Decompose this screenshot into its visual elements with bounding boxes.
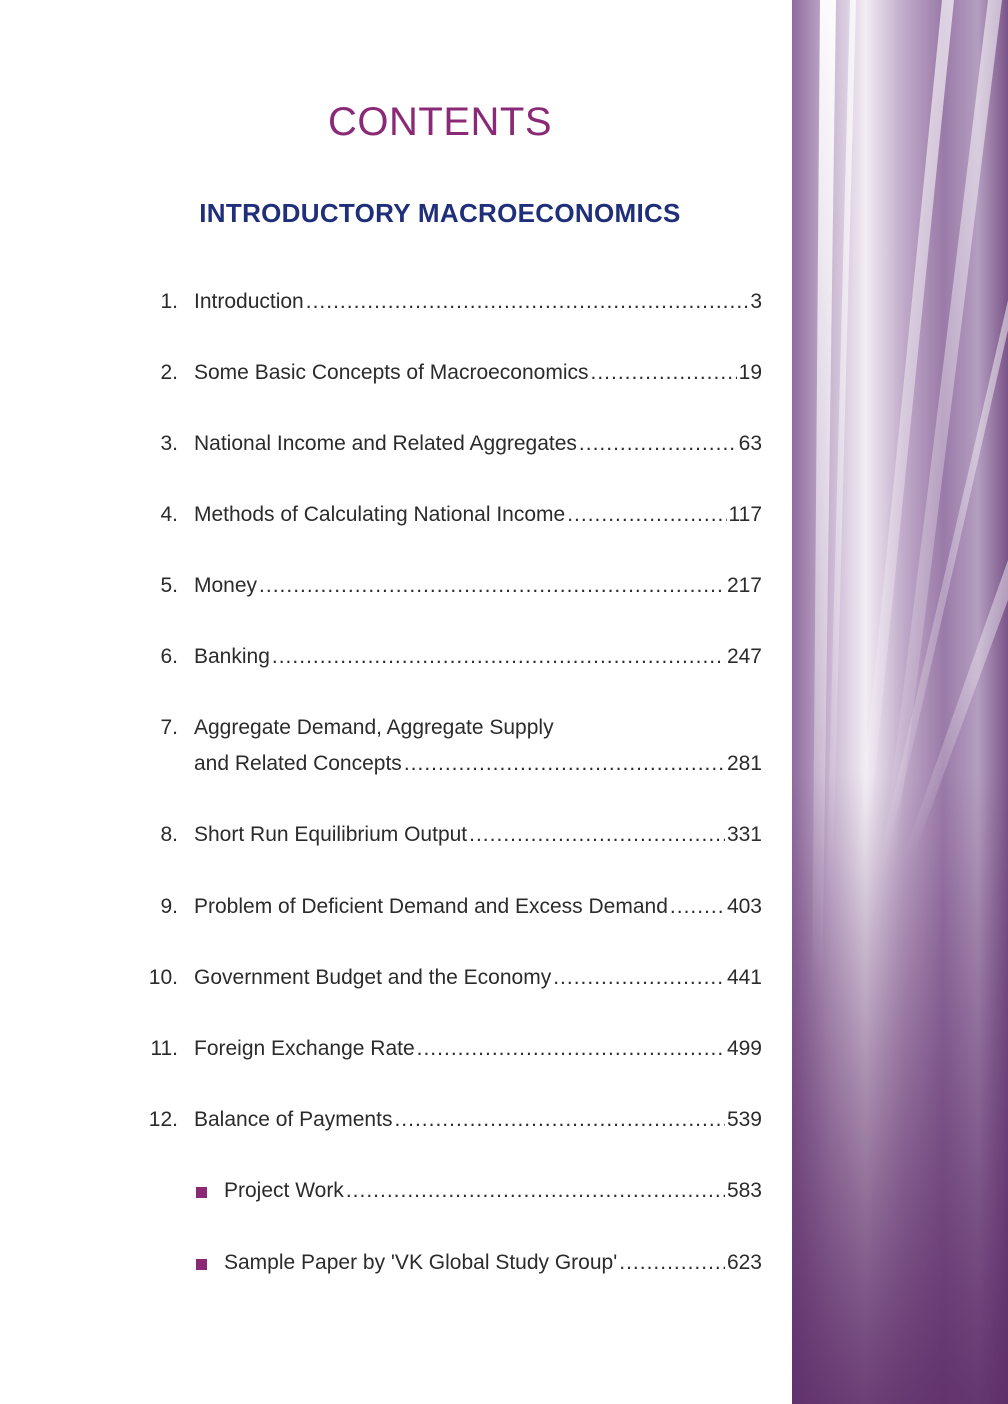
entry-number: 11. [150,1037,178,1060]
square-bullet-icon [196,1259,207,1270]
leader-dots [579,426,737,462]
page-number: 441 [726,966,762,989]
toc-entry-2[interactable] [140,355,762,391]
page-number: 499 [726,1037,762,1060]
entry-title: Some Basic Concepts of Macroeconomics [194,361,589,384]
page-number: 539 [726,1108,762,1131]
page-number: 117 [728,503,762,526]
toc-entry-5[interactable] [140,568,762,604]
page-number: 281 [726,752,762,775]
page-number: 623 [726,1251,762,1274]
toc-entry-6[interactable] [140,639,762,675]
entry-title: Government Budget and the Economy [194,966,552,989]
entry-title: Methods of Calculating National Income [194,503,566,526]
entry-number: 10. [148,966,178,989]
leader-dots [259,568,725,604]
leader-dots [417,1031,725,1067]
entry-title: Project Work [224,1179,344,1202]
entry-title: Balance of Payments [194,1108,393,1131]
toc-entry-3[interactable] [140,426,762,462]
leader-dots [567,497,726,533]
section-title: INTRODUCTORY MACROECONOMICS [199,198,681,228]
toc-extra-sample-paper[interactable] [140,1245,762,1281]
toc-entry-7[interactable] [140,710,762,782]
page-number: 403 [726,895,762,918]
entry-title-line1: Aggregate Demand, Aggregate Supply [194,716,554,739]
page-number: 331 [726,823,762,846]
toc-entry-8[interactable] [140,817,762,853]
entry-title: Sample Paper by 'VK Global Study Group' [224,1251,618,1274]
entry-number: 9. [160,895,178,918]
entry-number: 7. [160,716,178,739]
entry-number: 8. [160,823,178,846]
toc-entry-4[interactable] [140,497,762,533]
entry-title: Banking [194,645,270,668]
entry-number: 12. [148,1108,178,1131]
page-number: 583 [726,1179,762,1202]
entry-number: 4. [160,503,178,526]
leader-dots [469,817,725,853]
toc-entry-10[interactable] [140,960,762,996]
toc-entry-11[interactable] [140,1031,762,1067]
square-bullet-icon [196,1187,207,1198]
page-number: 3 [750,290,762,313]
entry-title: Short Run Equilibrium Output [194,823,468,846]
table-of-contents [140,284,762,1274]
leader-dots [591,355,737,391]
toc-entry-12[interactable] [140,1102,762,1138]
entry-title: Problem of Deficient Demand and Excess Demand [194,895,668,918]
page-title: CONTENTS [328,100,552,144]
page-number: 19 [738,361,762,384]
leader-dots [394,1102,725,1138]
entry-number: 3. [160,432,178,455]
leader-dots [306,284,749,320]
toc-extra-project-work[interactable] [140,1173,762,1209]
leader-dots [553,960,725,996]
entry-number: 6. [160,645,178,668]
page-number: 217 [726,574,762,597]
toc-entry-9[interactable] [140,889,762,925]
entry-title: and Related Concepts [194,752,402,775]
page-number: 247 [726,645,762,668]
leader-dots [272,639,725,675]
entry-number: 5. [160,574,178,597]
leader-dots [619,1245,725,1281]
leader-dots [670,889,725,925]
page-number: 63 [738,432,762,455]
entry-title: Money [194,574,258,597]
entry-number: 1. [160,290,178,313]
entry-title: National Income and Related Aggregates [194,432,577,455]
leader-dots [346,1173,725,1209]
entry-title: Introduction [194,290,304,313]
entry-number: 2. [160,361,178,384]
leader-dots [404,746,725,782]
entry-title: Foreign Exchange Rate [194,1037,415,1060]
toc-entry-1[interactable] [140,284,762,320]
